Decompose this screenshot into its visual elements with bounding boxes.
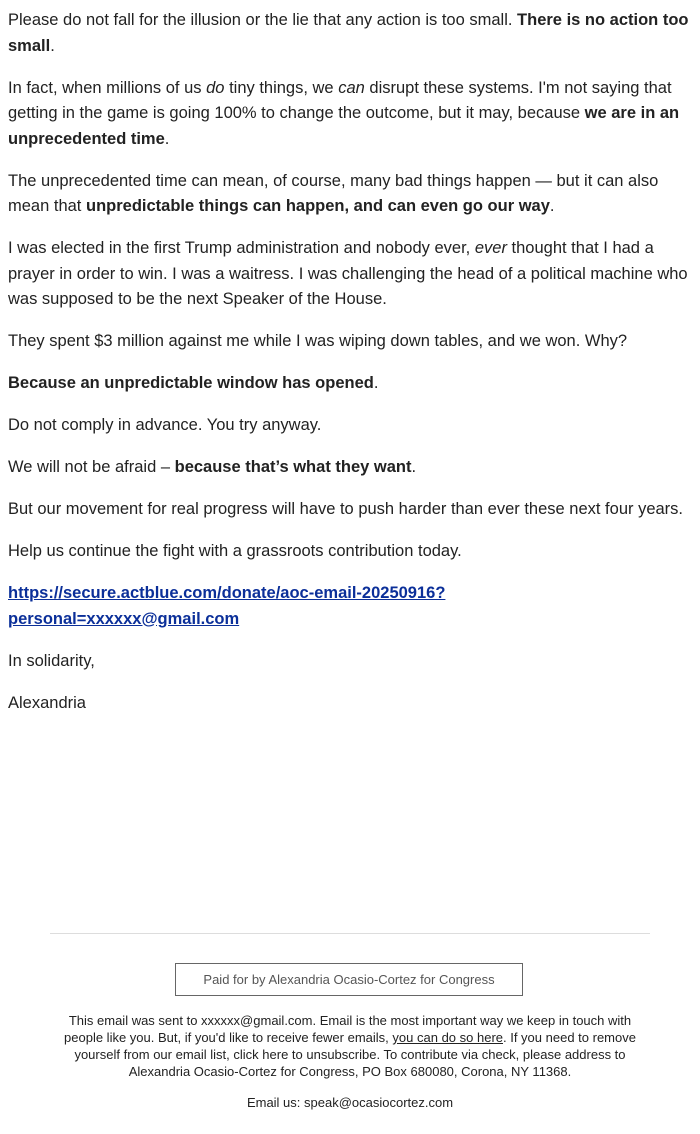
paragraph-do-not-comply: Do not comply in advance. You try anyway. (8, 416, 322, 434)
signature: Alexandria (8, 693, 86, 712)
paragraph-three-million: They spent $3 million against me while I was wiping down tables, and we won. Why? (8, 332, 628, 350)
paid-for-text: Paid for by Alexandria Ocasio-Cortez for Congress (203, 972, 495, 987)
paid-for-box (175, 963, 523, 996)
bold-unprecedented-time: we are in an unprecedented time (8, 104, 680, 148)
paragraph-help-us: Help us continue the fight with a grassroots contribution today. (8, 542, 462, 560)
footer-divider (50, 933, 650, 934)
donate-paragraph (8, 581, 694, 632)
email-body (8, 8, 694, 733)
paragraph-unprecedented-time: The unprecedented time can mean, of course, many bad things happen — but it can also mean that unpredictable things can happen, and can even go our way. (8, 171, 659, 215)
paragraph-no-action-too-small: Please do not fall for the illusion or the lie that any action is too small. There is no action too small. (8, 11, 689, 55)
paragraph-elected: I was elected in the first Trump administration and nobody ever, ever thought that I had a prayer in order to win. I was a waitress. I was challenging the head of a political machine who was supposed to be the next Speaker of the House. (8, 239, 688, 308)
paragraph-unpredictable-window: Because an unpredictable window has opened. (8, 374, 379, 392)
paragraph-not-afraid: We will not be afraid – because that’s what they want. (8, 458, 417, 476)
footer-disclaimer: This email was sent to xxxxxx@gmail.com. Email is the most important way we keep in touch with people like you. But, if you'd like to receive fewer emails, you can do so here. If you need to remove yourself from our email list, click here to unsubscribe. To contribute via check, please address to Alexandria Ocasio-Cortez for Congress, PO Box 680080, Corona, NY 11368. (64, 1013, 636, 1079)
paragraph-movement: But our movement for real progress will have to push harder than ever these next four years. (8, 500, 684, 518)
footer-email-us: Email us: speak@ocasiocortez.com (246, 1095, 454, 1110)
bold-unpredictable-things: unpredictable things can happen, and can even go our way (85, 197, 550, 215)
donate-link[interactable]: https://secure.actblue.com/donate/aoc-email-20250916? personal=xxxxxx@gmail.com (8, 584, 446, 628)
fewer-emails-link[interactable]: you can do so here (392, 1030, 503, 1045)
paragraph-millions-of-us: In fact, when millions of us do tiny things, we can disrupt these systems. I'm not saying that getting in the game is going 100% to change the outcome, but it may, because we are in an unprecedented time. (8, 78, 680, 148)
bold-no-action-too-small: There is no action too small (8, 11, 689, 55)
signoff: In solidarity, (8, 651, 95, 670)
